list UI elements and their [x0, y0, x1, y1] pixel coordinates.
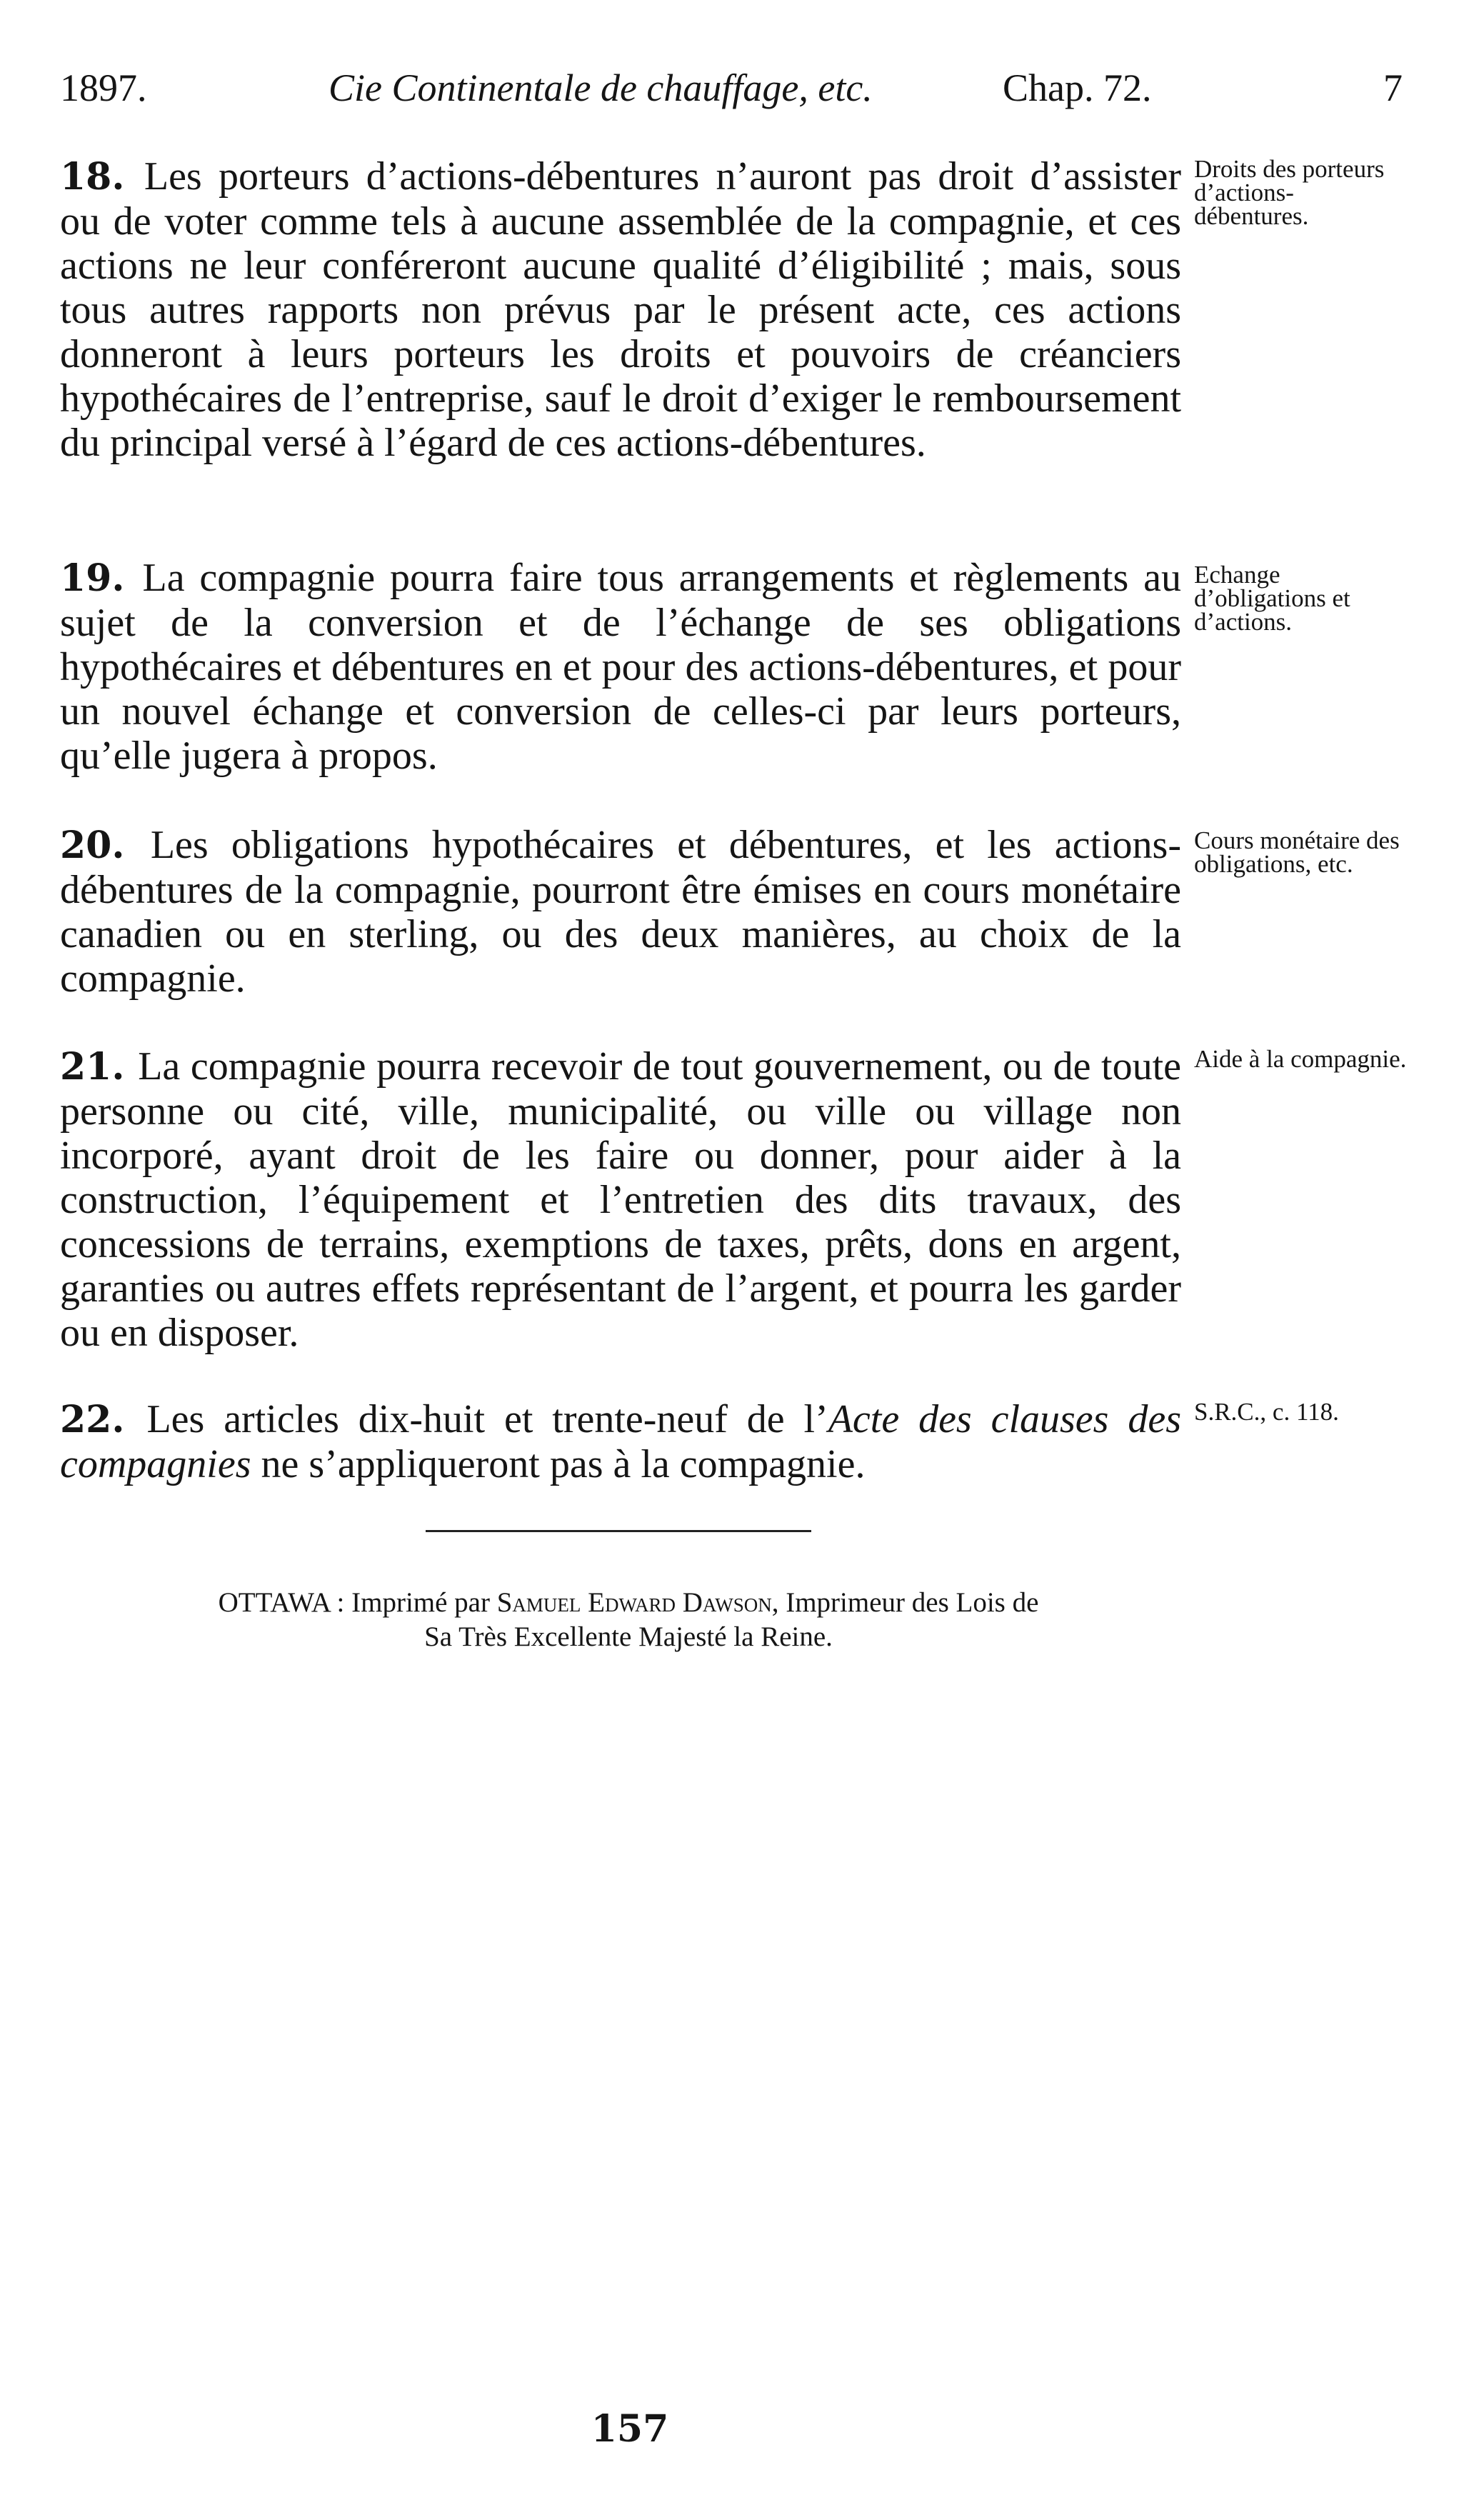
section-20 — [60, 823, 1181, 1001]
divider-rule — [426, 1530, 811, 1532]
header-year: 1897. — [60, 66, 147, 109]
margin-note-18: Droits des porteurs d’actions-débentures. — [1194, 155, 1385, 230]
section-text: Les obligations hypothécaires et débentures, et les actions-débentures de la compagnie, pourront être émises en cours monétaire canadien ou en sterling, ou des deux manières, au choix de la compagnie. — [60, 823, 1181, 1001]
imprint-prefix: OTTAWA : Imprimé par — [218, 1587, 497, 1618]
section-number: 20 . — [60, 824, 151, 867]
imprint-line-1 — [71, 1586, 1185, 1620]
act-title: Acte des clauses des compagnies — [60, 1397, 1181, 1486]
margin-note-19: Echange d’obligations et d’actions. — [1194, 561, 1350, 636]
running-header — [60, 66, 1403, 123]
header-title: Cie Continentale de chauffage, etc. — [329, 66, 873, 109]
section-19 — [60, 556, 1181, 778]
section-18 — [60, 154, 1181, 465]
section-number: 19 . — [60, 556, 142, 600]
header-page-number: 7 — [1383, 66, 1403, 109]
printer-name: Samuel Edward Dawson — [496, 1587, 772, 1618]
section-number: 18 . — [60, 155, 144, 199]
margin-note-21: Aide à la compagnie. — [1194, 1045, 1407, 1073]
section-text: La compagnie pourra recevoir de tout gouvernement, ou de toute personne ou cité, ville, municipalité, ou ville ou village non incorporé, ayant droit de les faire ou donner, pour aider à la construction, l’équipement et l’entretien des dits travaux, des concessions de terrains, exemptions de taxes, prêts, dons en argent, garanties ou autres effets représentant de l’argent, et pourra les garder ou en disposer. — [60, 1044, 1181, 1355]
section-22 — [60, 1397, 1181, 1486]
section-text: Les articles dix-huit et trente-neuf de l’ — [146, 1397, 828, 1441]
section-21 — [60, 1044, 1181, 1355]
section-number: 22 . — [60, 1398, 146, 1441]
section-text: Les porteurs d’actions-débentures n’auront pas droit d’assister ou de voter comme tels à aucune assemblée de la compagnie, et ces actions ne leur conféreront aucune qualité d’éligibilité ; mais, sous tous autres rapports non prévus par le présent acte, ces actions donneront à leurs porteurs les droits et pouvoirs de créanciers hypothécaires de l’entreprise, sauf le droit d’exiger le remboursement du principal versé à l’égard de ces actions-débentures. — [60, 154, 1181, 465]
section-number: 21 . — [60, 1045, 138, 1089]
margin-note-22: S.R.C., c. 118. — [1194, 1398, 1339, 1426]
margin-note-20: Cours monétaire des obligations, etc. — [1194, 826, 1400, 878]
folio-number: 157 — [591, 2407, 669, 2451]
header-chapter: Chap. 72. — [1003, 66, 1152, 109]
imprint-suffix: , Imprimeur des Lois de — [771, 1587, 1039, 1618]
imprint-line-2: Sa Très Excellente Majesté la Reine. — [424, 1621, 833, 1652]
section-text: La compagnie pourra faire tous arrangements et règlements au sujet de la conversion et de l’échange de ses obligations hypothécaires et débentures en et pour des actions-débentures, et pour un nouvel échange et conversion de celles-ci par leurs porteurs, qu’elle jugera à propos. — [60, 556, 1181, 778]
imprint — [71, 1586, 1185, 1654]
section-text-end: ne s’appliqueront pas à la compagnie. — [251, 1442, 866, 1486]
